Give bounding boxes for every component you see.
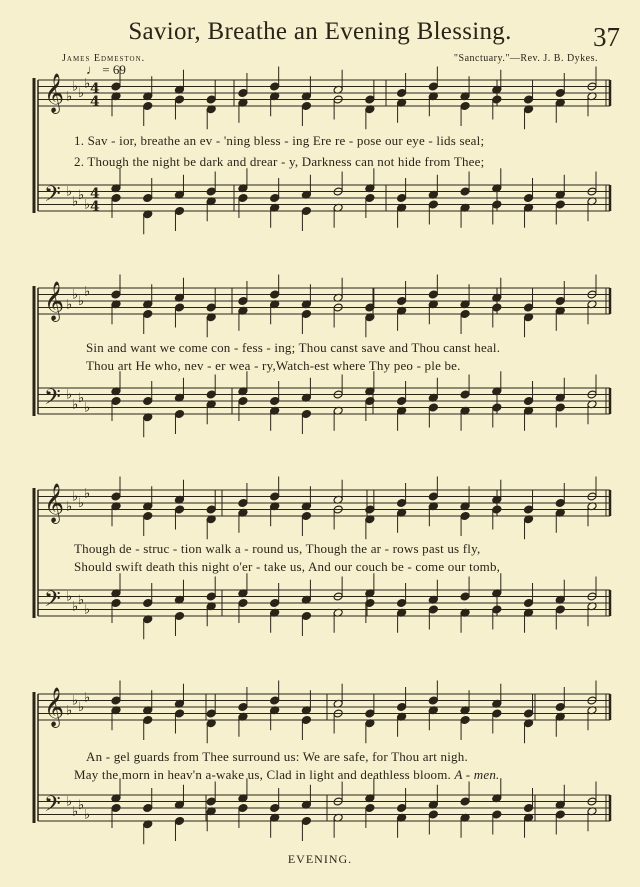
key-signature-flat: ♭: [66, 184, 73, 200]
key-signature-flat: ♭: [72, 79, 79, 95]
time-signature-top: 4: [90, 81, 100, 97]
key-signature-flat: ♭: [72, 194, 79, 210]
key-signature-flat: ♭: [78, 187, 85, 203]
key-signature-flat: ♭: [84, 690, 91, 706]
bass-clef: 𝄢: [44, 182, 61, 212]
tune-name: EVENING.: [287, 852, 353, 866]
key-signature-flat: ♭: [78, 797, 85, 813]
lyric-verse-1-line-1: 1. Sav - ior, breathe an ev - 'ning bless - ing Ere re - pose our eye - lids seal;: [74, 133, 485, 148]
key-signature-flat: ♭: [66, 297, 73, 313]
treble-clef: 𝄞: [44, 483, 65, 523]
key-signature-flat: ♭: [72, 693, 79, 709]
key-signature-flat: ♭: [84, 197, 91, 213]
lyric-verse-1-line-2: Sin and want we come con - fess - ing; Thou canst save and Thou canst heal.: [86, 340, 501, 355]
key-signature-flat: ♭: [66, 794, 73, 810]
bass-clef: 𝄢: [44, 587, 61, 617]
key-signature-flat: ♭: [78, 86, 85, 101]
key-signature-flat: ♭: [84, 76, 91, 92]
treble-clef: 𝄞: [44, 73, 65, 113]
lyric-verse-1-line-4: An - gel guards from Thee surround us: We are safe, for Thou art nigh.: [86, 749, 468, 764]
time-signature-bottom: 4: [90, 94, 100, 110]
key-signature-flat: ♭: [66, 589, 73, 605]
treble-clef: 𝄞: [44, 687, 65, 727]
page-number: 37: [593, 22, 620, 52]
key-signature-flat: ♭: [66, 703, 73, 719]
bass-clef: 𝄢: [44, 792, 61, 822]
key-signature-flat: ♭: [84, 486, 91, 502]
lyricist-credit: James Edmeston.: [62, 53, 146, 64]
key-signature-flat: ♭: [78, 294, 85, 309]
lyric-verse-2-line-3: Should swift death this night o'er - take us, And our couch be - come our tomb,: [74, 559, 501, 574]
key-signature-flat: ♭: [84, 400, 91, 416]
key-signature-flat: ♭: [84, 807, 91, 823]
treble-clef: 𝄞: [44, 281, 65, 321]
composer-credit: "Sanctuary."—Rev. J. B. Dykes.: [453, 53, 598, 64]
key-signature-flat: ♭: [84, 284, 91, 300]
key-signature-flat: ♭: [66, 387, 73, 403]
key-signature-flat: ♭: [72, 287, 79, 303]
key-signature-flat: ♭: [66, 499, 73, 515]
lyric-verse-2-line-1: 2. Though the night be dark and drear - y, Darkness can not hide from Thee;: [74, 154, 485, 169]
bass-clef: 𝄢: [44, 385, 61, 415]
lyric-verse-1-line-3: Though de - struc - tion walk a - round us, Though the ar - rows past us fly,: [74, 541, 481, 556]
key-signature-flat: ♭: [78, 700, 85, 715]
key-signature-flat: ♭: [72, 599, 79, 615]
amen-text: A - men.: [454, 767, 500, 782]
key-signature-flat: ♭: [78, 390, 85, 406]
key-signature-flat: ♭: [78, 592, 85, 608]
lyric-verse-2-line-4: May the morn in heav'n a-wake us, Clad in light and deathless bloom. A - men.: [74, 767, 500, 782]
key-signature-flat: ♭: [66, 89, 73, 105]
hymn-title: Savior, Breathe an Evening Blessing.: [128, 18, 512, 45]
key-signature-flat: ♭: [72, 804, 79, 820]
key-signature-flat: ♭: [78, 496, 85, 511]
key-signature-flat: ♭: [84, 602, 91, 618]
lyric-verse-2-line-2: Thou art He who, nev - er wea - ry,Watch-est where Thy peo - ple be.: [86, 358, 461, 373]
time-signature-bottom: 4: [90, 199, 100, 215]
key-signature-flat: ♭: [72, 489, 79, 505]
key-signature-flat: ♭: [72, 397, 79, 413]
tempo-marking: ♩ = 69: [86, 62, 126, 77]
time-signature-top: 4: [90, 186, 100, 202]
